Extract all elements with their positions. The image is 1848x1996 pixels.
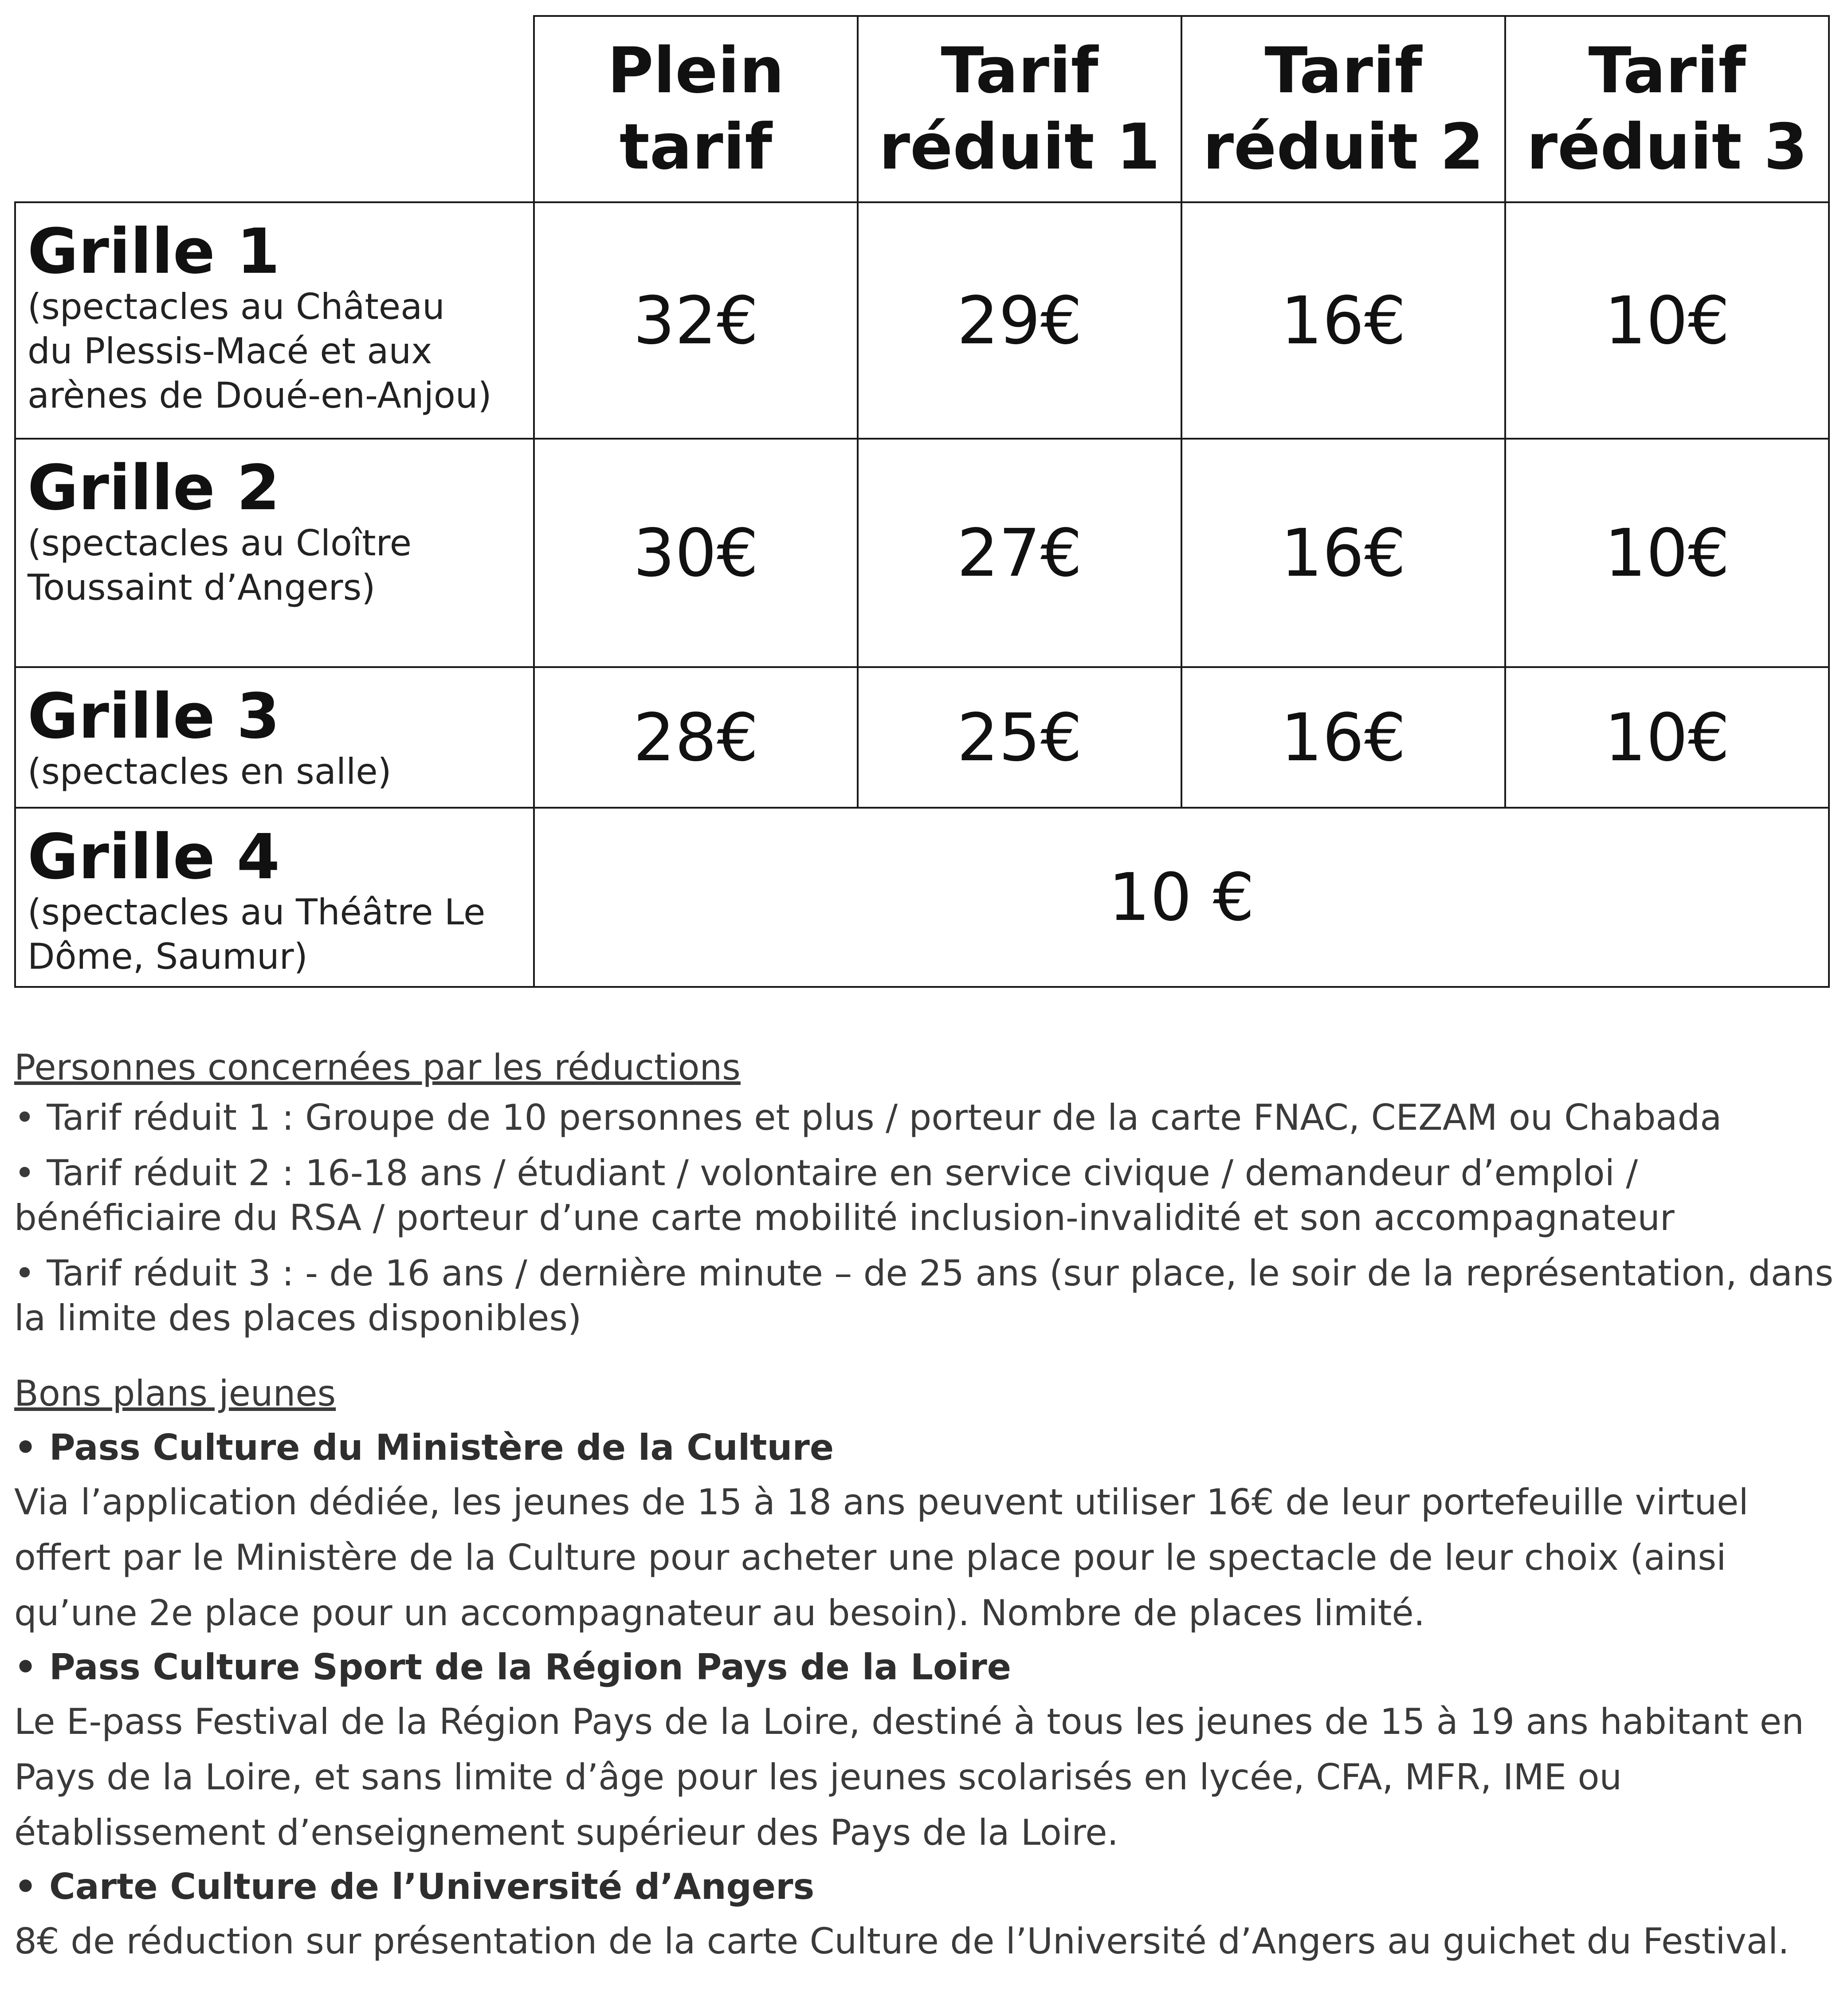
bullet-symbol: • [14, 1866, 37, 1907]
price-cell: 10€ [1505, 202, 1829, 439]
price-cell: 27€ [858, 439, 1181, 667]
header-row [15, 16, 1829, 202]
reduction-item-text: Tarif réduit 2 : 16-18 ans / étudiant / volontaire en service civique / demandeur d’emploi / bénéficiaire du RSA / porteur d’une carte mobilité inclusion-invalidité et son accompagnateur [14, 1152, 1675, 1238]
table-row-grille-4 [15, 808, 1829, 987]
price-cell-all-tariffs: 10 € [534, 808, 1829, 987]
reductions-heading: Personnes concernées par les réductions [14, 1047, 741, 1088]
bon-plan-text: Le E-pass Festival de la Région Pays de la Loire, destiné à tous les jeunes de 15 à 19 ans habitant en Pays de la Loire, et sans limite d’âge pour les jeunes scolarisés en lycée, CFA, MFR, IME ou établissement d’enseignement supérieur des Pays de la Loire. [14, 1701, 1804, 1853]
column-header-line: Tarif [1264, 34, 1422, 107]
grid-title: Grille 1 [27, 216, 280, 288]
price-cell: 30€ [534, 439, 858, 667]
section-gap [14, 1340, 1835, 1366]
bon-plan-title-text: Pass Culture Sport de la Région Pays de la Loire [49, 1646, 1012, 1688]
price-cell: 32€ [534, 202, 858, 439]
bon-plan-title [14, 1421, 1835, 1474]
bullet-symbol: • [14, 1427, 37, 1468]
grid-description: (spectacles en salle) [27, 751, 392, 792]
reduction-item-text: Tarif réduit 3 : - de 16 ans / dernière minute – de 25 ans (sur place, le soir de la représentation, dans la limite des places disponibles) [14, 1253, 1834, 1339]
price-cell: 16€ [1181, 202, 1505, 439]
bon-plan-text: 8€ de réduction sur présentation de la carte Culture de l’Université d’Angers au guichet du Festival. [14, 1921, 1789, 1962]
notes-section [14, 1040, 1835, 1969]
column-header-line: réduit 1 [879, 110, 1160, 184]
reduction-item-text: Tarif réduit 1 : Groupe de 10 personnes et plus / porteur de la carte FNAC, CEZAM ou Chabada [47, 1097, 1722, 1138]
bullet-symbol: • [14, 1152, 35, 1194]
column-header-line: tarif [619, 110, 773, 184]
grid-description: (spectacles au Cloître Toussaint d’Angers) [27, 523, 412, 608]
bullet-symbol: • [14, 1253, 35, 1294]
price-cell: 28€ [534, 667, 858, 808]
table-row-grille-3 [15, 667, 1829, 808]
column-header-plein-tarif [534, 16, 858, 202]
reduction-item [14, 1151, 1835, 1240]
bons-plans-heading: Bons plans jeunes [14, 1373, 336, 1414]
bon-plan-text: Via l’application dédiée, les jeunes de 15 à 18 ans peuvent utiliser 16€ de leur portefeuille virtuel offert par le Ministère de la Culture pour acheter une place pour le spectacle de leur choix (ainsi qu’une 2e place pour un accompagnateur au besoin). Nombre de places limité. [14, 1481, 1749, 1634]
column-header-tarif-reduit-3 [1505, 16, 1829, 202]
column-header-tarif-reduit-1 [858, 16, 1181, 202]
column-header-line: Tarif [941, 34, 1099, 107]
table-row-grille-2 [15, 439, 1829, 667]
bullet-symbol: • [14, 1646, 37, 1688]
bullet-symbol: • [14, 1097, 35, 1138]
table-row-grille-1 [15, 202, 1829, 439]
row-label-grille-2 [15, 439, 534, 667]
grid-description: (spectacles au Théâtre Le Dôme, Saumur) [27, 892, 486, 977]
price-cell: 25€ [858, 667, 1181, 808]
grid-description: (spectacles au Château du Plessis-Macé et aux arènes de Doué-en-Anjou) [27, 286, 492, 416]
corner-cell [15, 16, 534, 202]
row-label-grille-3 [15, 667, 534, 808]
reduction-item [14, 1251, 1835, 1340]
column-header-line: Tarif [1588, 34, 1746, 107]
price-cell: 16€ [1181, 667, 1505, 808]
bon-plan-title-text: Pass Culture du Ministère de la Culture [49, 1427, 834, 1468]
price-cell: 10€ [1505, 439, 1829, 667]
row-label-grille-4 [15, 808, 534, 987]
column-header-line: Plein [607, 34, 785, 107]
bon-plan-title [14, 1641, 1835, 1694]
column-header-line: réduit 3 [1526, 110, 1808, 184]
price-cell: 29€ [858, 202, 1181, 439]
reduction-item [14, 1095, 1835, 1140]
price-cell: 16€ [1181, 439, 1505, 667]
grid-title: Grille 2 [27, 452, 280, 524]
column-header-line: réduit 2 [1203, 110, 1484, 184]
price-table [14, 15, 1830, 988]
bon-plan-title [14, 1860, 1835, 1913]
grid-title: Grille 4 [27, 821, 280, 893]
bon-plan-title-text: Carte Culture de l’Université d’Angers [49, 1866, 815, 1907]
grid-title: Grille 3 [27, 680, 280, 753]
row-label-grille-1 [15, 202, 534, 439]
column-header-tarif-reduit-2 [1181, 16, 1505, 202]
price-cell: 10€ [1505, 667, 1829, 808]
